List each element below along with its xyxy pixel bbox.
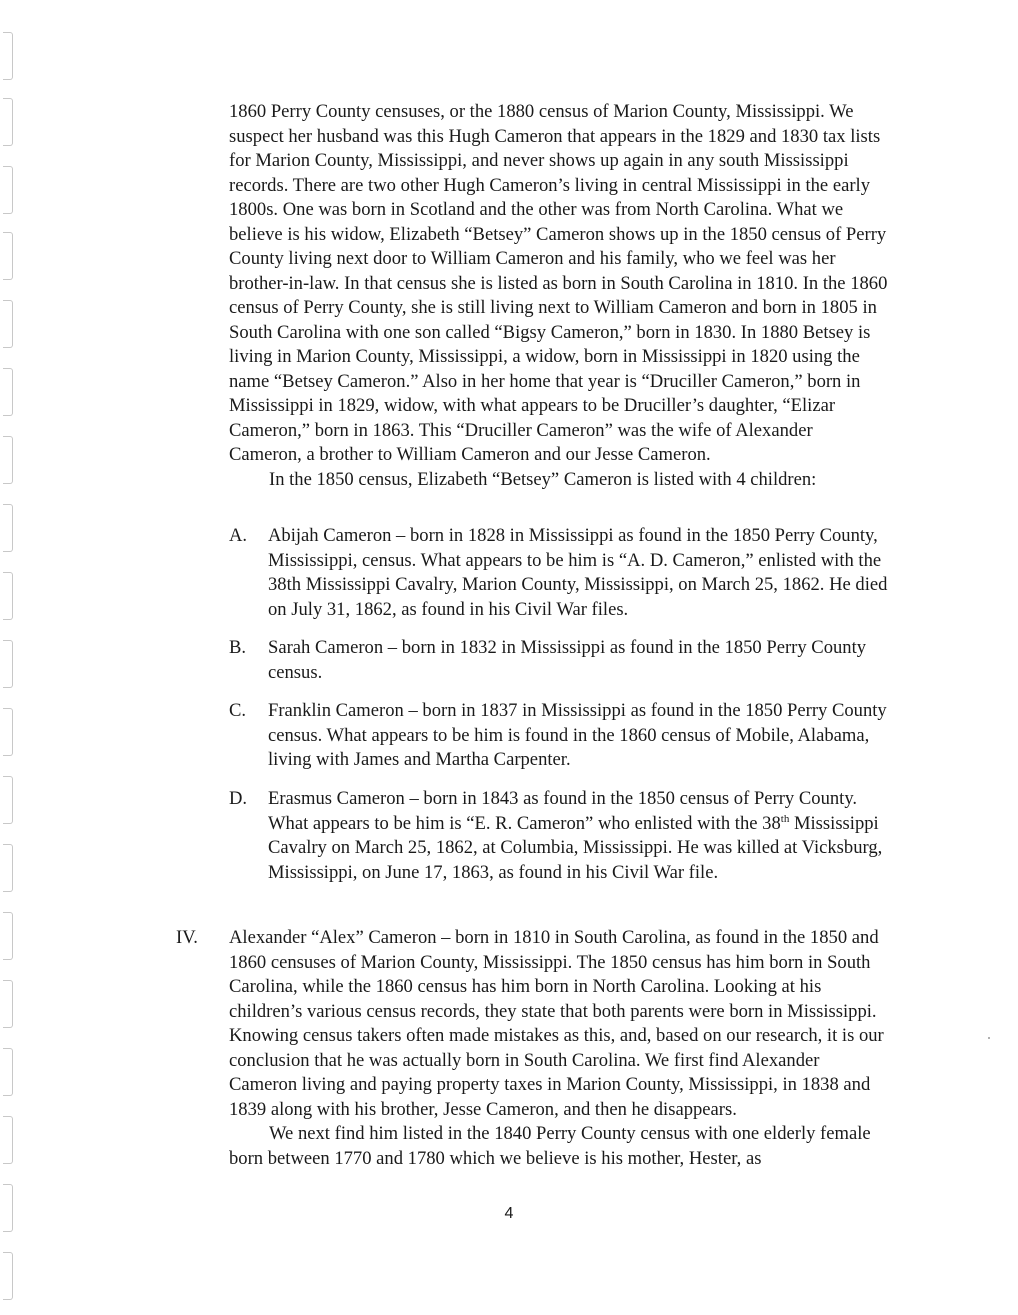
binding-mark	[3, 640, 13, 688]
binding-mark	[3, 166, 13, 214]
list-item-text-part: Erasmus Cameron – born in 1843 as found in the 1850 census of Perry County. What appears to be him is “E. R. Cameron” who enlisted with the 38	[268, 788, 858, 834]
list-item	[229, 524, 889, 622]
binding-mark	[3, 32, 13, 80]
binding-mark	[3, 1252, 13, 1300]
binding-hole-marks	[0, 0, 20, 1315]
list-item-text: Franklin Cameron – born in 1837 in Mississippi as found in the 1850 Perry County census. What appears to be him is found in the 1860 census of Mobile, Alabama, living with James and Martha Carpenter.	[268, 700, 887, 770]
scan-speck	[988, 1037, 990, 1039]
binding-mark	[3, 1116, 13, 1164]
list-item	[229, 699, 889, 773]
binding-mark	[3, 980, 13, 1028]
binding-mark	[3, 776, 13, 824]
page-number: 4	[504, 1205, 514, 1222]
list-item-text: Sarah Cameron – born in 1832 in Mississippi as found in the 1850 Perry County census.	[268, 637, 867, 683]
list-item-text-part: Mississippi Cavalry on March 25, 1862, at Columbia, Mississippi. He was killed at Vicksburg, Mississippi, on June 17, 1863, as found in his Civil War file.	[268, 812, 883, 883]
binding-mark	[3, 98, 13, 146]
binding-mark	[3, 504, 13, 552]
binding-mark	[3, 436, 13, 484]
paragraph-alexander: Alexander “Alex” Cameron – born in 1810 in South Carolina, as found in the 1850 and 1860 censuses of Marion County, Mississippi. The 1850 census has him born in South Carolina, while the 1860 census has him born in North Carolina. Looking at his children’s various census records, they state that both parents were born in Mississippi. Knowing census takers often made mistakes as this, and, based on our research, it is our conclusion that he was actually born in South Carolina. We first find Alexander Cameron living and paying property taxes in Marion County, Mississippi, in 1838 and 1839 along with his brother, Jesse Cameron, and then he disappears.	[229, 927, 884, 1120]
list-item-text	[268, 787, 889, 885]
list-item-text: Abijah Cameron – born in 1828 in Mississippi as found in the 1850 Perry County, Mississippi, census. What appears to be him is “A. D. Cameron,” enlisted with the 38th Mississippi Cavalry, Marion County, Mississippi, on March 25, 1862. He died on July 31, 1862, as found in his Civil War files.	[268, 525, 888, 620]
paragraph-betsey: 1860 Perry County censuses, or the 1880 census of Marion County, Mississippi. We suspect her husband was this Hugh Cameron that appears in the 1829 and 1830 tax lists for Marion County, Mississippi, and never shows up again in any south Mississippi records. There are two other Hugh Cameron’s living in central Mississippi in the early 1800s. One was born in Scotland and the other was from North Carolina. What we believe is his widow, Elizabeth “Betsey” Cameron shows up in the 1850 census of Perry County living next door to William Cameron and his family, who we feel was her brother-in-law. In that census she is listed as born in South Carolina in 1810. In the 1860 census of Perry County, she is still living next to William Cameron and born in 1805 in South Carolina with one son called “Bigsy Cameron,” born in 1830. In 1880 Betsey is living in Marion County, Mississippi, a widow, born in Mississippi in 1820 using the name “Betsey Cameron.” Also in her home that year is “Druciller Cameron,” born in Mississippi in 1829, widow, with what appears to be Druciller’s daughter, “Elizar Cameron,” born in 1863. This “Druciller Cameron” was the wife of Alexander Cameron, a brother to William Cameron and our Jesse Cameron.	[229, 101, 888, 465]
ordinal-suffix: th	[780, 812, 790, 825]
section-alexander	[229, 926, 889, 1171]
list-item-letter: C.	[229, 700, 247, 721]
binding-mark	[3, 572, 13, 620]
list-item	[229, 636, 889, 685]
paragraph-perry-census: We next find him listed in the 1840 Perry County census with one elderly female born between 1770 and 1780 which we believe is his mother, Hester, as	[229, 1123, 871, 1169]
list-item-letter: B.	[229, 637, 247, 658]
binding-mark	[3, 1048, 13, 1096]
list-item-letter: D.	[229, 788, 248, 809]
binding-mark	[3, 708, 13, 756]
binding-mark	[3, 232, 13, 280]
list-item	[229, 787, 889, 885]
paragraph-children-intro: In the 1850 census, Elizabeth “Betsey” Cameron is listed with 4 children:	[269, 468, 817, 490]
list-item-letter: A.	[229, 525, 248, 546]
binding-mark	[3, 300, 13, 348]
binding-mark	[3, 912, 13, 960]
intro-text	[229, 100, 889, 492]
binding-mark	[3, 368, 13, 416]
section-numeral: IV.	[176, 927, 198, 948]
binding-mark	[3, 844, 13, 892]
